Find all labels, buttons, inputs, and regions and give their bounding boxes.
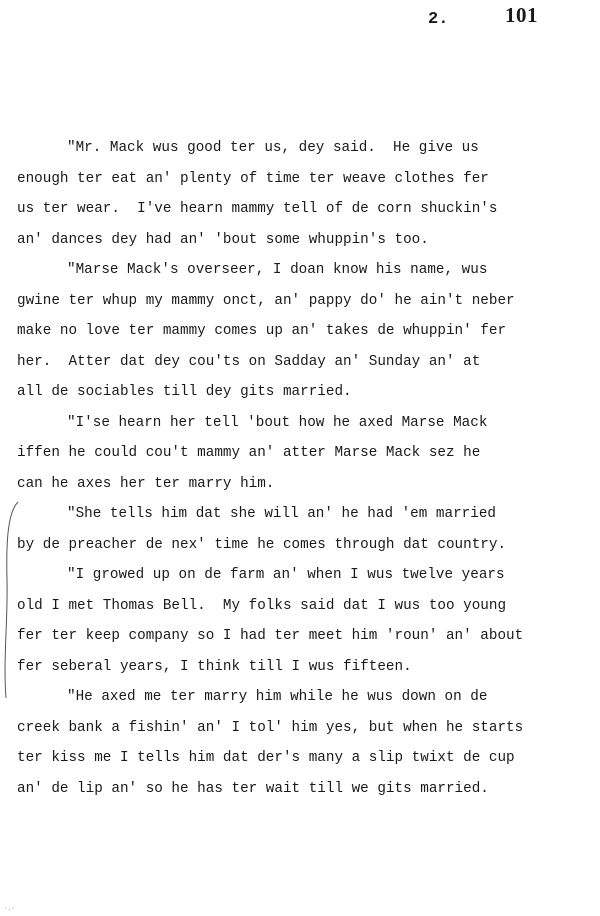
text-line: gwine ter whup my mammy onct, an' pappy do' he ain't neber (17, 292, 515, 309)
text-line: "He axed me ter marry him while he wus down on de (67, 689, 488, 705)
text-line: "Marse Mack's overseer, I doan know his name, wus (67, 262, 488, 278)
text-line: all de sociables till dey gits married. (17, 384, 352, 400)
text-line: make no love ter mammy comes up an' takes de whuppin' fer (17, 323, 507, 339)
text-line: enough ter eat an' plenty of time ter weave clothes fer (17, 170, 489, 187)
text-line: an' de lip an' so he has ter wait till we gits married. (17, 780, 489, 797)
text-line: fer seberal years, I think till I wus fifteen. (17, 658, 412, 675)
text-line: iffen he could cou't mammy an' atter Marse Mack sez he (17, 445, 481, 461)
scan-speck: ·.· (4, 905, 15, 912)
text-line: can he axes her ter marry him. (17, 475, 275, 492)
body-text (17, 133, 592, 804)
text-line: creek bank a fishin' an' I tol' him yes, but when he starts (17, 719, 524, 736)
text-line: her. Atter dat dey cou'ts on Sadday an' Sunday an' at (17, 353, 481, 370)
text-line: "I growed up on de farm an' when I wus twelve years (67, 567, 505, 583)
text-line: "I'se hearn her tell 'bout how he axed Marse Mack (67, 414, 488, 431)
text-line: by de preacher de nex' time he comes through dat country. (17, 536, 507, 553)
text-line: old I met Thomas Bell. My folks said dat I wus too young (17, 597, 507, 614)
text-line: an' dances dey had an' 'bout some whuppin's too. (17, 231, 429, 248)
text-line: us ter wear. I've hearn mammy tell of de corn shuckin's (17, 201, 498, 217)
text-line: fer ter keep company so I had ter meet him 'roun' an' about (17, 628, 524, 644)
text-line: ter kiss me I tells him dat der's many a slip twixt de cup (17, 750, 515, 766)
page-number: 101 (505, 3, 538, 27)
text-line: "She tells him dat she will an' he had 'em married (67, 506, 496, 522)
section-number: 2. (428, 10, 449, 29)
text-line: "Mr. Mack wus good ter us, dey said. He give us (67, 140, 479, 156)
